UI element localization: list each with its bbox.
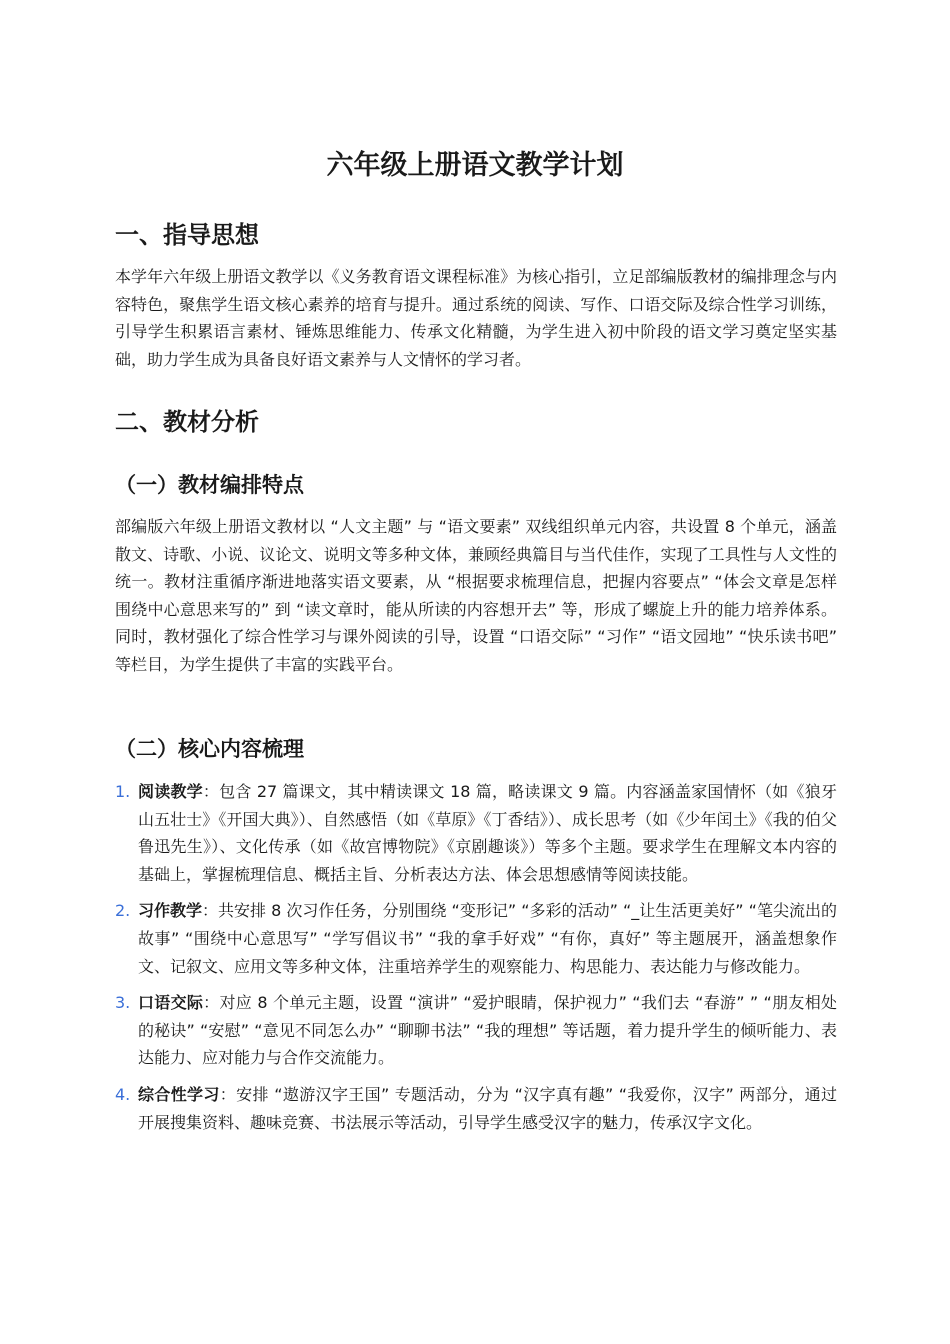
list-item-label: 口语交际 bbox=[138, 993, 204, 1013]
core-content-list bbox=[115, 778, 837, 1145]
subsection-paragraph-arrangement: 部编版六年级上册语文教材以 “人文主题” 与 “语文要素” 双线组织单元内容，共设置 8 个单元，涵盖散文、诗歌、小说、议论文、说明文等多种文体，兼顾经典篇目与当代佳作，实现了工具性与人文性的统一。教材注重循序渐进地落实语文要素，从 “根据要求梳理信息，把握内容要点” “体会文章是怎样围绕中心意思来写的” 到 “读文章时，能从所读的内容想开去” 等，形成了螺旋上升的能力培养体系。同时，教材强化了综合性学习与课外阅读的引导，设置 “口语交际” “习作” “语文园地” “快乐读书吧” 等栏目，为学生提供了丰富的实践平台。 bbox=[115, 517, 837, 674]
list-number: 4. bbox=[115, 1084, 131, 1104]
document-title: 六年级上册语文教学计划 bbox=[326, 150, 624, 181]
list-item-text: ：对应 8 个单元主题，设置 “演讲” “爱护眼睛，保护视力” “我们去 “春游” ” “朋友相处的秘诀” “安慰” “意见不同怎么办” “聊聊书法” “我的理想” 等话题，着力提升学生的倾听能力、表达能力、应对能力与合作交流能力。 bbox=[138, 993, 837, 1068]
list-item bbox=[115, 778, 837, 888]
list-number: 1. bbox=[115, 782, 131, 801]
section-paragraph-guiding-ideology: 本学年六年级上册语文教学以《义务教育语文课程标准》为核心指引，立足部编版教材的编排理念与内容特色，聚焦学生语文核心素养的培育与提升。通过系统的阅读、写作、口语交际及综合性学习训练，引导学生积累语言素材、锤炼思维能力、传承文化精髓，为学生进入初中阶段的语文学习奠定坚实基础，助力学生成为具备良好语文素养与人文情怀的学习者。 bbox=[115, 267, 837, 369]
list-item bbox=[115, 989, 837, 1072]
list-item-label: 阅读教学 bbox=[138, 782, 203, 801]
list-number: 2. bbox=[115, 901, 131, 921]
list-item-text: ：共安排 8 次习作任务，分别围绕 “变形记” “多彩的活动” “_让生活更美好” “笔尖流出的故事” “围绕中心意思写” “学写倡议书” “我的拿手好戏” “有你，真好” 等主题展开，涵盖想象作文、记叙文、应用文等多种文体，注重培养学生的观察能力、构思能力、表达能力与修改能力。 bbox=[138, 901, 837, 976]
section-heading-textbook-analysis: 二、教材分析 bbox=[115, 408, 259, 436]
list-item-text: ：包含 27 篇课文，其中精读课文 18 篇，略读课文 9 篇。内容涵盖家国情怀（如《狼牙山五壮士》《开国大典》）、自然感悟（如《草原》《丁香结》）、成长思考（如《少年闰土》《我的伯父鲁迅先生》）、文化传承（如《故宫博物院》《京剧趣谈》）等多个主题。要求学生在理解文本内容的基础上，掌握梳理信息、概括主旨、分析表达方法、体会思想感情等阅读技能。 bbox=[138, 782, 837, 884]
list-item-text: ：安排 “遨游汉字王国” 专题活动，分为 “汉字真有趣” “我爱你，汉字” 两部分，通过开展搜集资料、趣味竞赛、书法展示等活动，引导学生感受汉字的魅力，传承汉字文化。 bbox=[138, 1084, 837, 1132]
list-number: 3. bbox=[115, 993, 131, 1013]
subsection-heading-core-content: （二）核心内容梳理 bbox=[115, 737, 304, 761]
list-item-label: 习作教学 bbox=[138, 901, 203, 921]
subsection-heading-arrangement: （一）教材编排特点 bbox=[115, 473, 304, 497]
list-item bbox=[115, 897, 837, 980]
list-item-label: 综合性学习 bbox=[138, 1084, 220, 1104]
list-item bbox=[115, 1081, 837, 1136]
section-heading-guiding-ideology: 一、指导思想 bbox=[115, 221, 259, 249]
